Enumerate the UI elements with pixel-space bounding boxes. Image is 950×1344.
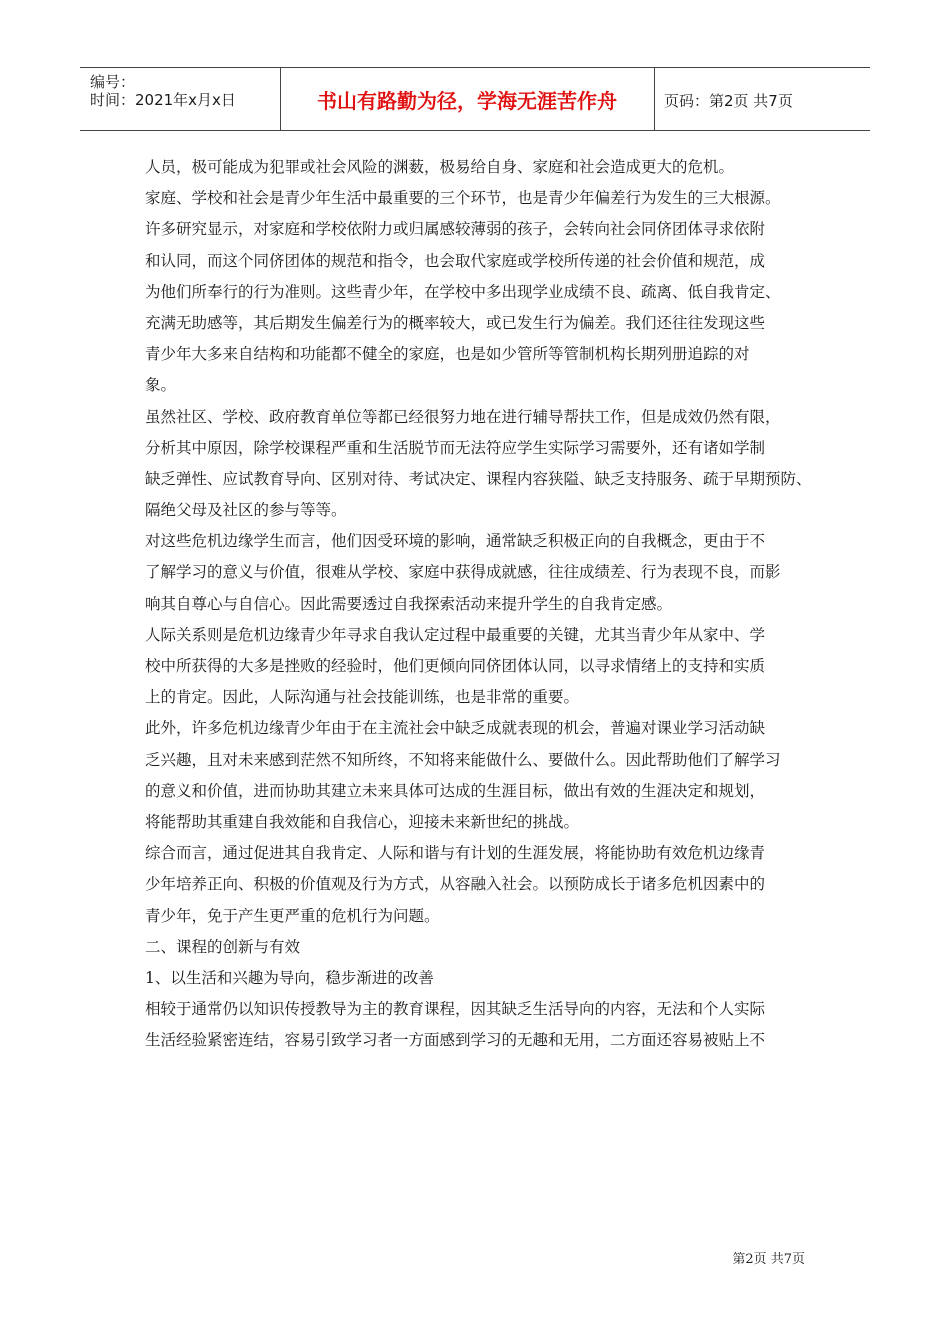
text-line: 青少年大多来自结构和功能都不健全的家庭，也是如少管所等管制机构长期列册追踪的对 (145, 345, 750, 364)
text-line: 此外，许多危机边缘青少年由于在主流社会中缺乏成就表现的机会，普遍对课业学习活动缺 (145, 719, 766, 738)
document-number: 编号： (90, 73, 136, 91)
text-line: 对这些危机边缘学生而言，他们因受环境的影响，通常缺乏积极正向的自我概念，更由于不 (145, 532, 766, 551)
page-header (80, 67, 870, 131)
text-line: 分析其中原因，除学校课程严重和生活脱节而无法符应学生实际学习需要外，还有诸如学制 (145, 438, 766, 457)
header-meta (80, 68, 281, 130)
header-page-number: 页码：第2页 共7页 (664, 92, 793, 110)
text-line: 虽然社区、学校、政府教育单位等都已经很努力地在进行辅导帮扶工作，但是成效仍然有限， (145, 407, 781, 426)
text-line: 许多研究显示，对家庭和学校依附力或归属感较薄弱的孩子，会转向社会同侪团体寻求依附 (145, 220, 766, 239)
subsection-heading: 1、以生活和兴趣为导向，稳步渐进的改善 (145, 968, 434, 987)
text-line: 了解学习的意义与价值，很难从学校、家庭中获得成就感，往往成绩差、行为表现不良，而影 (145, 563, 781, 582)
text-line: 将能帮助其重建自我效能和自我信心，迎接未来新世纪的挑战。 (145, 812, 580, 831)
text-line: 为他们所奉行的行为准则。这些青少年，在学校中多出现学业成绩不良、疏离、低自我肯定、 (145, 282, 781, 301)
text-line: 相较于通常仍以知识传授教导为主的教育课程，因其缺乏生活导向的内容，无法和个人实际 (145, 1000, 766, 1019)
section-heading: 二、课程的创新与有效 (145, 937, 301, 956)
document-date: 时间：2021年x月x日 (90, 91, 236, 109)
text-line: 校中所获得的大多是挫败的经验时，他们更倾向同侪团体认同，以寻求情绪上的支持和实质 (145, 657, 766, 675)
text-line: 人员，极可能成为犯罪或社会风险的渊薮，极易给自身、家庭和社会造成更大的危机。 (145, 158, 735, 176)
text-line: 象。 (145, 376, 177, 395)
footer-page-number: 第2页 共7页 (732, 1252, 805, 1267)
text-line: 充满无助感等，其后期发生偏差行为的概率较大，或已发生行为偏差。我们还往往发现这些 (145, 313, 766, 332)
text-line: 的意义和价值，进而协助其建立未来具体可达成的生涯目标，做出有效的生涯决定和规划， (145, 781, 766, 800)
text-line: 生活经验紧密连结，容易引致学习者一方面感到学习的无趣和无用，二方面还容易被贴上不 (145, 1031, 766, 1050)
text-line: 家庭、学校和社会是青少年生活中最重要的三个环节，也是青少年偏差行为发生的三大根源。 (145, 189, 781, 208)
text-line: 综合而言，通过促进其自我肯定、人际和谐与有计划的生涯发展，将能协助有效危机边缘青 (145, 844, 766, 863)
text-line: 上的肯定。因此，人际沟通与社会技能训练，也是非常的重要。 (145, 688, 580, 707)
text-line: 人际关系则是危机边缘青少年寻求自我认定过程中最重要的关键，尤其当青少年从家中、学 (145, 625, 766, 644)
text-line: 缺乏弹性、应试教育导向、区别对待、考试决定、课程内容狭隘、缺乏支持服务、疏于早期预防、 (145, 469, 812, 488)
text-line: 少年培养正向、积极的价值观及行为方式，从容融入社会。以预防成长于诸多危机因素中的 (145, 875, 766, 894)
text-line: 响其自尊心与自信心。因此需要透过自我探索活动来提升学生的自我肯定感。 (145, 594, 673, 613)
header-motto: 书山有路勤为径，学海无涯苦作舟 (280, 68, 655, 130)
text-line: 和认同，而这个同侪团体的规范和指令，也会取代家庭或学校所传递的社会价值和规范，成 (145, 251, 766, 270)
document-body (145, 152, 825, 1056)
text-line: 隔绝父母及社区的参与等等。 (145, 501, 347, 520)
text-line: 青少年，免于产生更严重的危机行为问题。 (145, 906, 440, 925)
text-line: 乏兴趣，且对未来感到茫然不知所终，不知将来能做什么、要做什么。因此帮助他们了解学习 (145, 750, 781, 769)
